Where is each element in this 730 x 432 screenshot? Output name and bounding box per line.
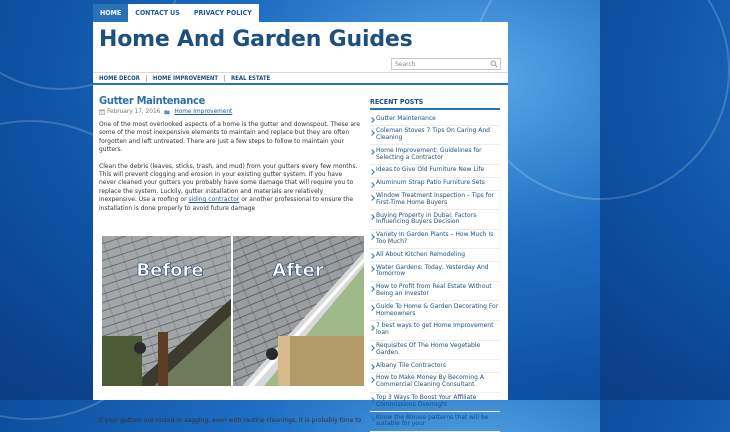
main-content [99,94,362,424]
category-navigation [93,72,508,85]
recent-post-link[interactable]: All About Kitchen Remodeling [370,249,500,262]
recent-post-link[interactable]: Coleman Stoves 7 Tips On Caring And Cleaning [370,126,500,146]
cat-nav-real-estate[interactable]: REAL ESTATE [231,74,271,82]
page-wrapper [93,22,508,428]
site-title[interactable]: Home And Garden Guides [99,27,413,52]
recent-post-link[interactable]: Gutter Maintenance [370,113,500,126]
recent-posts-heading: RECENT POSTS [370,98,500,110]
recent-post-link[interactable]: Window Treatment Inspection – Tips for First-Time Home Buyers [370,191,500,211]
recent-post-link[interactable]: Aluminum Strap Patio Furniture Sets [370,178,500,191]
background-swirl [470,0,730,200]
cat-nav-home-improvement[interactable]: HOME IMPROVEMENT [147,75,225,82]
post-date: February 17, 2016 [107,109,161,115]
recent-post-link[interactable]: Buying Property in Dubai: Factors Influencing Buyers Decision [370,210,500,230]
recent-post-link[interactable]: Variety In Garden Plants – How Much Is Too Much? [370,230,500,250]
post-paragraph: One of the most overlooked aspects of a home is the gutter and downspout. These are some of the most inexpensive elements to maintain and replace but they are often forgotten and left untreated. There are just a few steps to follow to maintain your gutters. [99,121,361,154]
cat-nav-home-decor[interactable]: HOME DECOR [93,75,147,82]
search-input[interactable] [392,59,490,69]
search-box [391,58,501,70]
search-icon[interactable] [490,60,498,68]
top-nav-privacy-policy[interactable]: PRIVACY POLICY [193,9,252,17]
calendar-icon [99,109,105,115]
post-text: Clean the debris (leaves, sticks, trash, and mud) from your gutters every few months. This will prevent clogging and erosion in your existing gutter system. If you have never cleaned your gutters you probably have some damage that will require you to replace the system. Luckily, gutter installation and materials are relatively inexpensive. Use a roofing or [99,162,358,204]
top-nav-home[interactable]: HOME [93,4,128,22]
recent-posts-list [370,113,500,432]
post-category-link[interactable]: Home Improvement [174,109,233,115]
post-text: or another professional to ensure the installation is done properly to avoid future damage [99,196,354,212]
after-label: After [272,260,324,281]
post-paragraph [99,163,361,213]
top-nav-contact-us[interactable]: CONTACT US [135,9,180,17]
recent-post-link[interactable]: Guide To Home & Garden Decorating For Homeowners [370,301,500,321]
recent-post-link[interactable]: Albany Tile Contractors [370,360,500,373]
recent-post-link[interactable]: Home Improvement: Guidelines for Selecting a Contractor [370,145,500,165]
post-paragraph-cut: If your gutters are rusted or sagging, even with routine cleanings, it is probably time to [99,417,362,424]
recent-post-link[interactable]: How to Make Money By Becoming A Commercial Cleaning Consultant [370,373,500,393]
top-navigation [93,4,259,22]
siding-contractor-link[interactable]: siding contractor [188,196,240,204]
recent-post-link[interactable]: How to Profit from Real Estate Without Being an Investor [370,282,500,302]
recent-post-link[interactable]: Know the Blouse patterns that will be suitable for your [370,412,500,432]
sidebar [370,98,500,432]
recent-post-link[interactable]: Water Gardens: Today, Yesterday And Tomorrow [370,262,500,282]
recent-post-link[interactable]: Requisites Of The Home Vegetable Garden. [370,341,500,361]
before-after-gutter-image [102,236,364,386]
post-meta [99,109,361,115]
recent-post-link[interactable]: Top 3 Ways To Boost Your Affiliate Commissions Overnight [370,393,500,413]
folder-icon [164,109,170,115]
post-title[interactable]: Gutter Maintenance [99,94,206,107]
recent-post-link[interactable]: Ideas to Give Old Furniture New Life [370,165,500,178]
before-label: Before [136,260,204,281]
post-body [99,121,361,213]
recent-post-link[interactable]: 7 best ways to get Home Improvement loan [370,321,500,341]
